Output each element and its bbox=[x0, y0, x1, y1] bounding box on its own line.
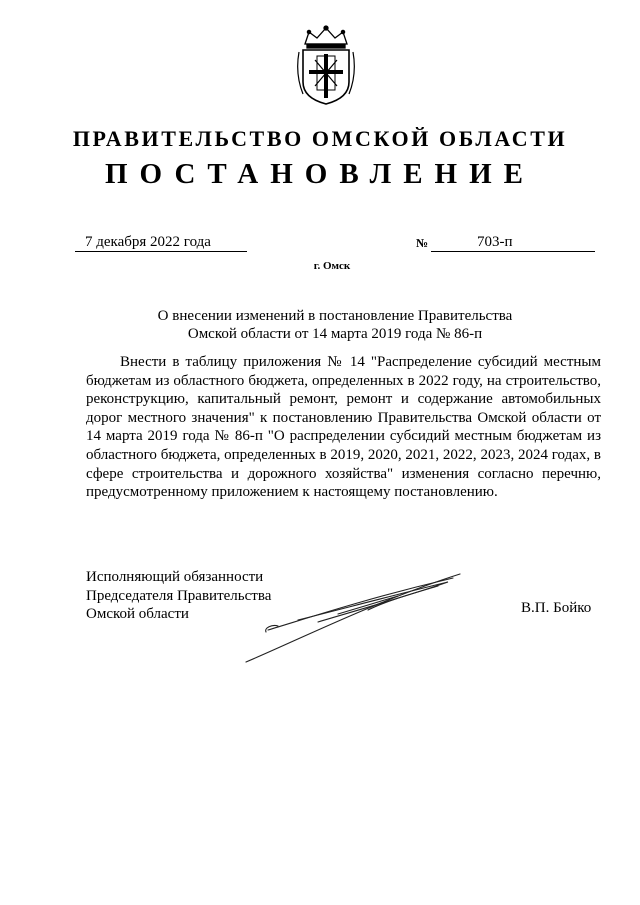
document-number: 703-п bbox=[431, 233, 595, 252]
number-label: № bbox=[416, 236, 429, 250]
coat-of-arms-icon bbox=[295, 24, 357, 106]
document-subject bbox=[0, 307, 640, 343]
signatory-name: В.П. Бойко bbox=[521, 600, 592, 616]
position-line-3: Омской области bbox=[86, 606, 189, 623]
body-paragraph: Внести в таблицу приложения № 14 "Распределение субсидий местным бюджетам из областного бюджета, определенных в 2022 году, на строительство, реконструкцию, капитальный ремонт, ремонт и содержание автомобильных дорог местного значения" к постановлению Правительства Омской области от 14 марта 2019 года № 86-п "О распределении субсидий местным бюджетам из областного бюджета, определенных в 2019, 2020, 2021, 2022, 2023, 2024 годах, в сфере строительства и дорожного хозяйства" изменения согласно перечню, предусмотренному приложением к настоящему постановлению. bbox=[86, 354, 601, 501]
position-line-2: Председателя Правительства bbox=[86, 587, 272, 604]
document-type: ПОСТАНОВЛЕНИЕ bbox=[104, 158, 535, 190]
government-name: ПРАВИТЕЛЬСТВО ОМСКОЙ ОБЛАСТИ bbox=[72, 126, 568, 151]
subject-line-1: О внесении изменений в постановление Правительства bbox=[157, 308, 513, 324]
handwritten-signature bbox=[238, 570, 468, 665]
subject-line-2: Омской области от 14 марта 2019 года № 86-п bbox=[187, 326, 483, 342]
document-date: 7 декабря 2022 года bbox=[75, 233, 247, 252]
city: г. Омск bbox=[313, 260, 351, 272]
position-line-1: Исполняющий обязанности bbox=[86, 569, 264, 585]
